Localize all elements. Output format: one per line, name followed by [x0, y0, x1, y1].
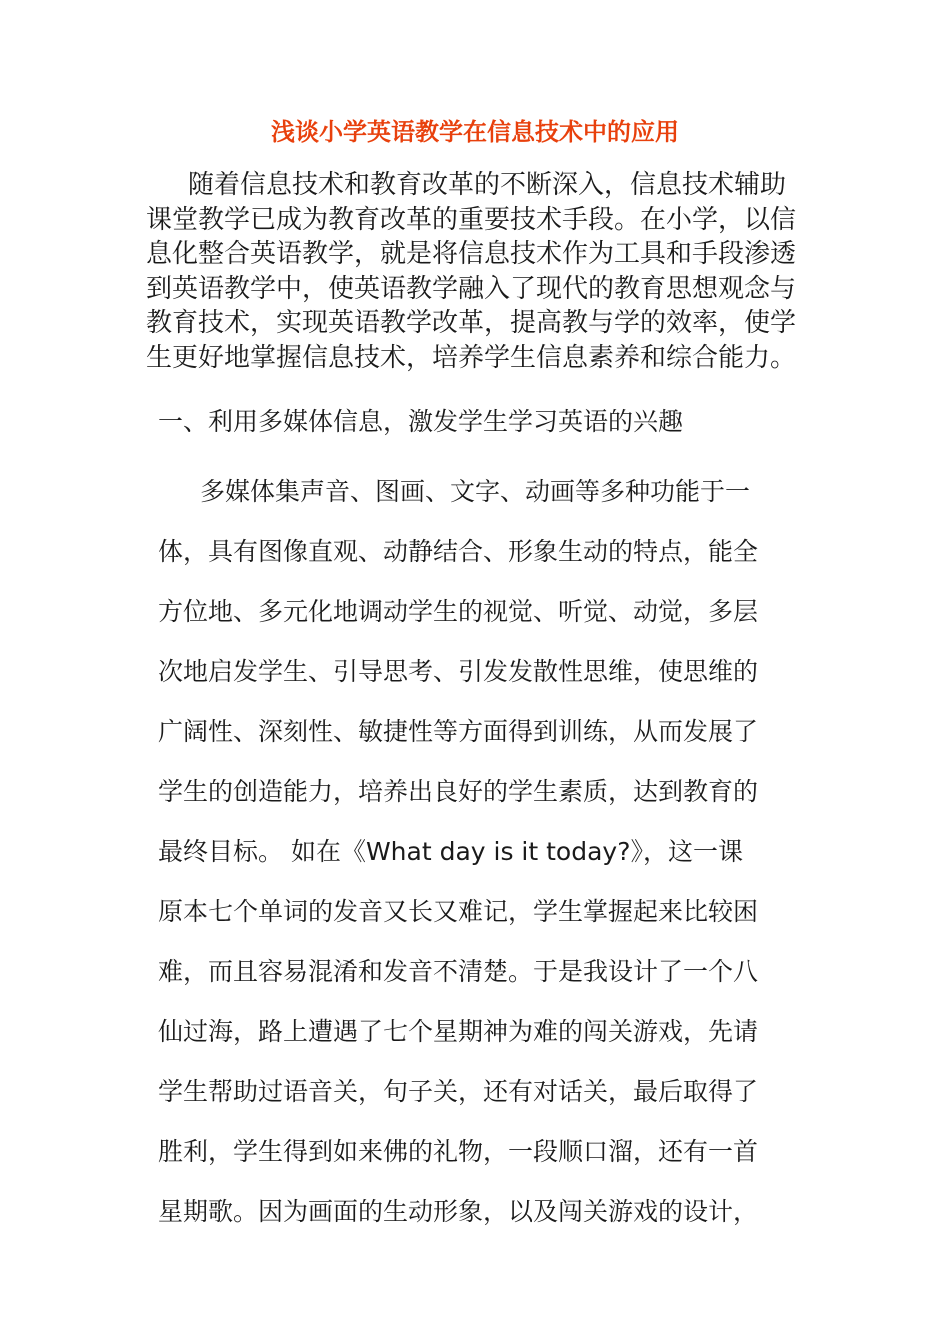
- intro-paragraph: [146, 168, 797, 375]
- body-line: 原本七个单词的发音又长又难记，学生掌握起来比较困: [158, 897, 759, 926]
- body-paragraph: [158, 462, 798, 1242]
- intro-line: 教育技术，实现英语教学改革，提高教与学的效率，使学: [146, 308, 797, 338]
- body-line: 体，具有图像直观、动静结合、形象生动的特点，能全: [158, 537, 759, 566]
- document-title: 浅谈小学英语教学在信息技术中的应用: [271, 118, 679, 146]
- body-line: 方位地、多元化地调动学生的视觉、听觉、动觉，多层: [158, 597, 759, 626]
- body-line: 学生帮助过语音关，句子关，还有对话关，最后取得了: [158, 1077, 759, 1106]
- intro-line: 生更好地掌握信息技术，培养学生信息素养和综合能力。: [146, 342, 797, 373]
- body-line: 最终目标。 如在《What day is it today?》，这一课: [158, 837, 743, 866]
- body-line: 多媒体集声音、图画、文字、动画等多种功能于一: [200, 477, 751, 506]
- body-line: 次地启发学生、引导思考、引发发散性思维，使思维的: [158, 657, 759, 686]
- body-line: 胜利，学生得到如来佛的礼物，一段顺口溜，还有一首: [158, 1137, 759, 1166]
- body-line: 难，而且容易混淆和发音不清楚。于是我设计了一个八: [158, 957, 759, 986]
- section-heading: 一、利用多媒体信息，激发学生学习英语的兴趣: [158, 407, 684, 436]
- body-line: 星期歌。因为画面的生动形象，以及闯关游戏的设计，: [158, 1197, 759, 1226]
- intro-line: 随着信息技术和教育改革的不断深入，信息技术辅助: [188, 170, 787, 200]
- body-line: 仙过海，路上遭遇了七个星期神为难的闯关游戏，先请: [158, 1017, 759, 1046]
- intro-line: 到英语教学中，使英语教学融入了现代的教育思想观念与: [146, 273, 797, 304]
- body-line: 广阔性、深刻性、敏捷性等方面得到训练，从而发展了: [158, 717, 759, 746]
- body-line: 学生的创造能力，培养出良好的学生素质，达到教育的: [158, 777, 759, 806]
- intro-line: 课堂教学已成为教育改革的重要技术手段。在小学，以信: [146, 204, 797, 235]
- intro-line: 息化整合英语教学，就是将信息技术作为工具和手段渗透: [146, 239, 797, 269]
